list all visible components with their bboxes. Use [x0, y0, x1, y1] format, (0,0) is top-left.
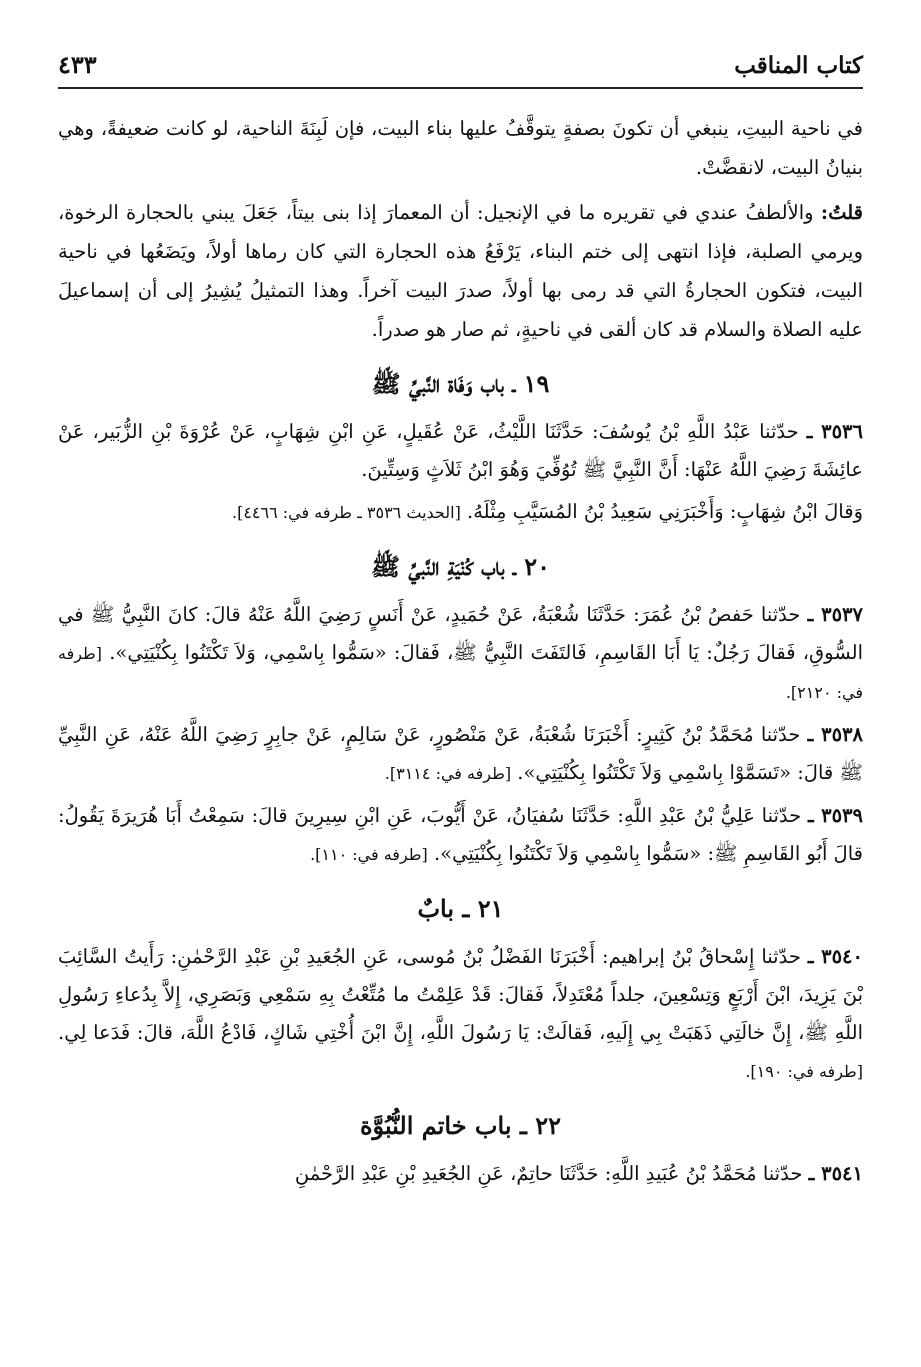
- hadith-number: ٣٥٣٧ ـ: [807, 603, 863, 626]
- intro-paragraph-2: [58, 193, 863, 349]
- hadith-number: ٣٥٣٦ ـ: [806, 420, 863, 443]
- hadith-text: حدّثنا حَفصُ بْنُ عُمَرَ: حَدَّثَنَا شُعْبَةُ، عَنْ حُمَيدٍ، عَنْ أَنَسٍ رَضِيَ اللَّهُ عَنْهُ قالَ: كانَ النَّبِيُّ ﷺ في السُّوقِ، فَقالَ رَجُلٌ: يَا أَبَا القَاسِمِ، فَالتَفَتَ النَّبِيُّ ﷺ، فَقالَ: «سَمُّوا بِاسْمِي، وَلاَ تَكْتَنُوا بِكُنْيَتِي».: [58, 603, 863, 664]
- book-title: كتاب المناقب: [734, 52, 863, 79]
- intro-lead-word: قلتُ:: [820, 201, 863, 224]
- hadith-number: ٣٥٣٩ ـ: [808, 804, 863, 827]
- hadith-reference: [طرفه في: ٢١٢٠].: [58, 644, 863, 702]
- hadith-3540: [58, 938, 863, 1091]
- running-header: [58, 50, 863, 89]
- intro-paragraph-2-text: والألطفُ عندي في تقريره ما في الإنجيل: أن المعمارَ إذا بنى بيتاً، جَعَلَ يبني بالحجارة الرخوة، ويرمي الصلبة، فإذا انتهى إلى ختم البناء، يَرْفَعُ هذه الحجارة التي كان رماها أولاً، ويَضَعُها في ناحية البيت، فتكون الحجارةُ التي قد رمى بها أولاً، صدرَ البيت آخراً. وهذا التمثيلُ يُشِيرُ إلى أن إسماعيلَ عليه الصلاة والسلام قد كان ألقى في ناحيةٍ، ثم صار هو صدراً.: [58, 201, 863, 341]
- hadith-reference: [الحديث ٣٥٣٦ ـ طرفه في: ٤٤٦٦].: [231, 503, 461, 522]
- hadith-reference: [طرفه في: ١٩٠].: [745, 1062, 863, 1081]
- hadith-number: ٣٥٣٨ ـ: [807, 723, 863, 746]
- section-heading-21: ٢١ ـ بابٌ: [417, 894, 504, 923]
- hadith-3536: [58, 413, 863, 489]
- hadith-3538: [58, 716, 863, 793]
- hadith-text: حدّثنا إِسْحاقُ بْنُ إبراهيم: أَخْبَرَنَا الفَضْلُ بْنُ مُوسى، عَنِ الجُعَيدِ بْنِ عَبْدِ الرَّحْمٰنِ: رَأَيتُ السَّائِبَ بْنَ يَزِيدَ، ابْنَ أَرْبَعٍ وَتِسْعِينَ، جلداً مُعْتَدِلاً، فَقالَ: قَدْ عَلِمْتُ ما مُتِّعْتُ بِهِ سَمْعِي وَبَصَرِي، إِلاَّ بِدُعاءِ رَسُولِ اللَّهِ ﷺ، إِنَّ خالَتِي ذَهَبَتْ بِي إِلَيهِ، فَقالَتْ: يَا رَسُولَ اللَّهِ، إِنَّ ابْنَ أُخْتِي شَاكٍ، فَادْعُ اللَّهَ، قالَ: فَدَعا لِي.: [58, 945, 863, 1044]
- intro-paragraph-1: في ناحية البيتِ، ينبغي أن تكونَ بصفةٍ يتوقَّفُ عليها بناء البيت، فإن لَبِنَةَ الناحية، لو كانت ضعيفةً، وهي بنيانُ البيت، لانقضَّتْ.: [58, 117, 863, 179]
- section-heading-22: ٢٢ ـ باب خاتم النُّبُوَّة: [359, 1111, 562, 1140]
- hadith-reference: [طرفه في: ٣١١٤].: [384, 764, 512, 783]
- section-heading-19: ١٩ ـ باب وَفَاة النَّبيِّ ﷺ: [371, 369, 550, 398]
- page-number: ٤٣٣: [58, 50, 97, 79]
- hadith-text: وَقالَ ابْنُ شِهَابٍ: وَأَخْبَرَنِي سَعِيدُ بْنُ المُسَيَّبِ مِثْلَهُ.: [467, 500, 863, 523]
- hadith-number: ٣٥٤١ ـ: [808, 1162, 863, 1185]
- hadith-3539: [58, 797, 863, 874]
- hadith-text: حدّثنا عَبْدُ اللَّهِ بْنُ يُوسُفَ: حَدَّثَنَا اللَّيْثُ، عَنْ عُقَيلٍ، عَنِ ابْنِ شِهَابٍ، عَنْ عُرْوَةَ بْنِ الزُّبَير، عَنْ عائِشَةَ رَضِيَ اللَّهُ عَنْهَا: أَنَّ النَّبِيَّ ﷺ تُوُفِّيَ وَهُوَ ابْنُ ثَلاَثٍ وَسِتِّينَ.: [58, 420, 863, 481]
- hadith-text: حدّثنا مُحَمَّدُ بْنُ عُبَيدِ اللَّهِ: حَدَّثَنَا حاتِمٌ، عَنِ الجُعَيدِ بْنِ عَبْدِ الرَّحْمٰنِ: [294, 1162, 803, 1185]
- hadith-text: حدّثنا مُحَمَّدُ بْنُ كَثِيرٍ: أَخْبَرَنَا شُعْبَةُ، عَنْ مَنْصُورٍ، عَنْ سَالِمٍ، عَنْ جابِرٍ رَضِيَ اللَّهُ عَنْهُ، عَنِ النَّبِيِّ ﷺ قالَ: «تَسَمَّوْا بِاسْمِي وَلاَ تَكْتَنُوا بِكُنْيَتِي».: [58, 723, 863, 784]
- hadith-reference: [طرفه في: ١١٠].: [310, 845, 428, 864]
- hadith-number: ٣٥٤٠ ـ: [807, 945, 863, 968]
- hadith-3541: [58, 1155, 863, 1193]
- hadith-3537: [58, 596, 863, 712]
- section-heading-20: ٢٠ ـ باب كُنْيَةِ النَّبيِّ ﷺ: [371, 552, 550, 581]
- hadith-text: حدّثنا عَلِيُّ بْنُ عَبْدِ اللَّهِ: حَدَّثَنَا سُفيَانُ، عَنْ أَيُّوبَ، عَنِ ابْنِ سِيرِينَ قالَ: سَمِعْتُ أَبَا هُرَيرَةَ يَقُولُ: قالَ أَبُو القَاسِمِ ﷺ: «سَمُّوا بِاسْمِي وَلاَ تَكْتَنُوا بِكُنْيَتِي».: [58, 804, 863, 865]
- hadith-3536-addendum: [58, 493, 863, 532]
